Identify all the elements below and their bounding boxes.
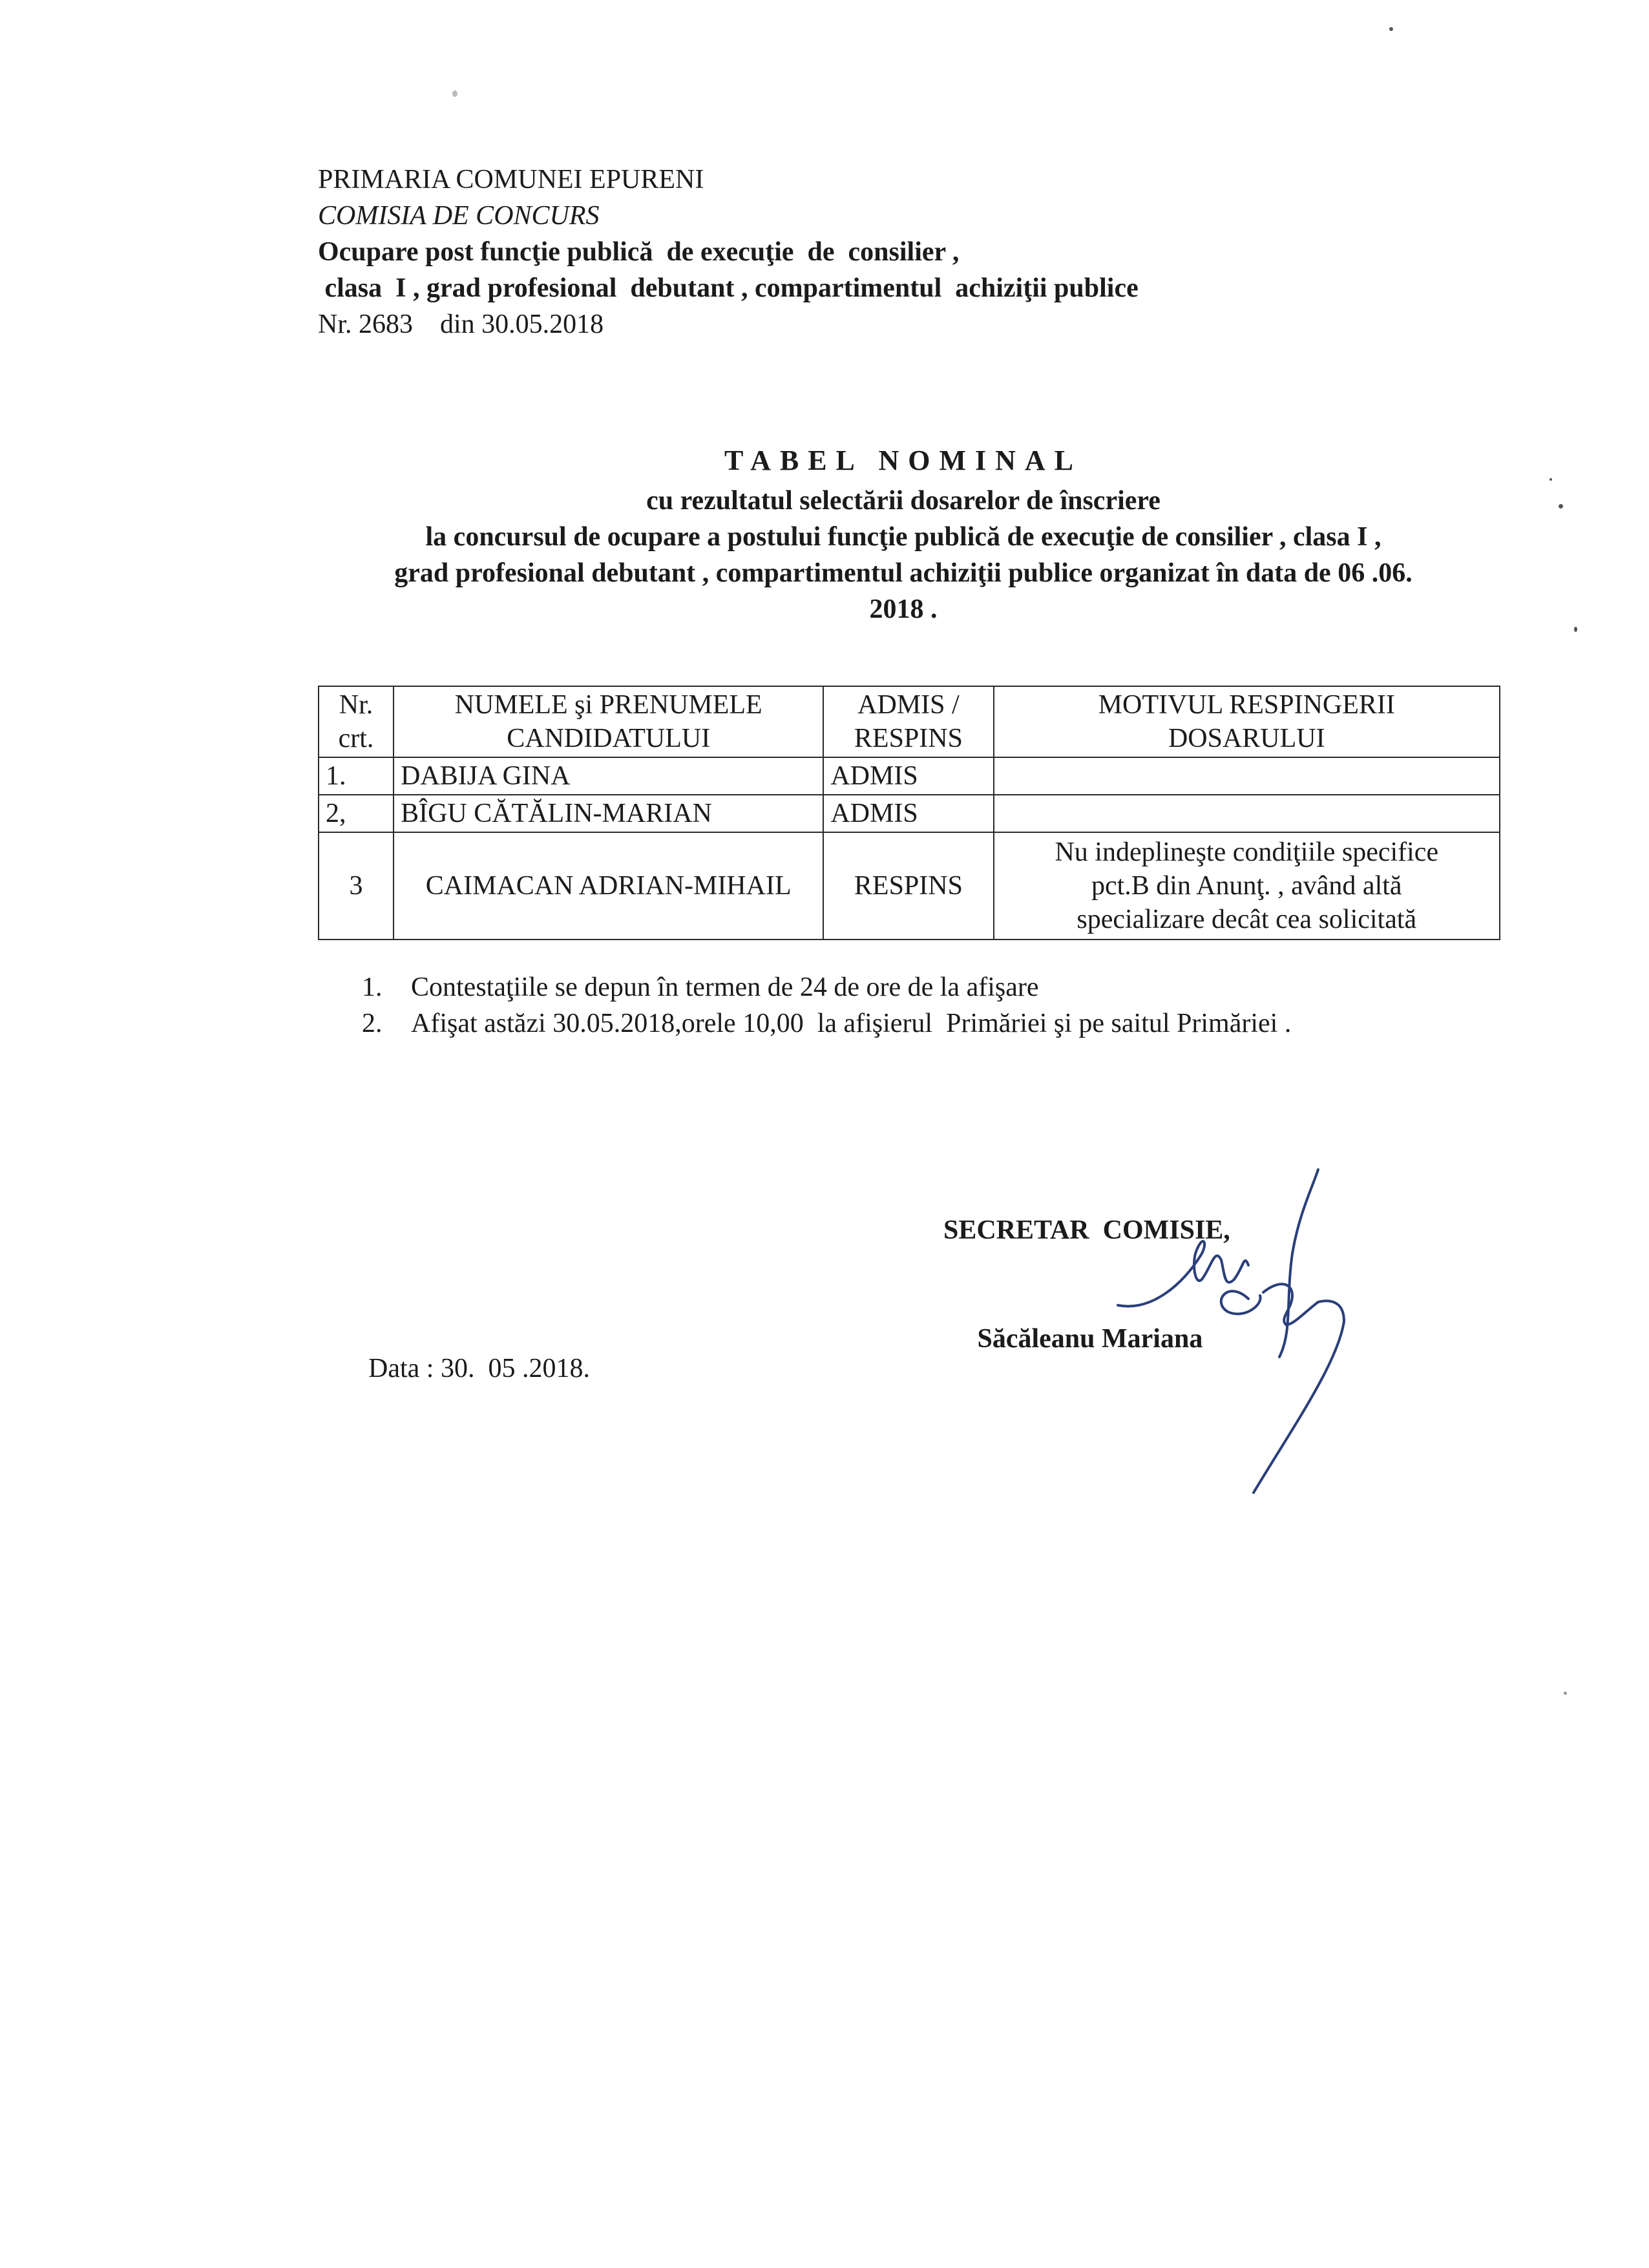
subject-line-2: clasa I , grad profesional debutant , compartimentul achiziţii publice [318, 273, 1139, 303]
row-reason-line-3: specializare decât cea solicitată [1077, 905, 1417, 934]
document-title: TABEL NOMINAL [724, 445, 1083, 476]
header-status [823, 686, 993, 757]
row-reason-line-1: Nu indeplineşte condiţiile specifice [1055, 837, 1439, 867]
signatory-role: SECRETAR COMISIE, [943, 1215, 1230, 1245]
list-item [362, 969, 1291, 1005]
header-nr-line2: crt. [338, 724, 374, 753]
title-line-3: grad profesional debutant , compartimentul achiziţii publice organizat în data de 06 .06. [394, 558, 1413, 588]
subject-line-1: Ocupare post funcţie publică de execuţie de consilier , [318, 237, 960, 267]
signatory-name: Săcăleanu Mariana [943, 1324, 1203, 1354]
header-nr [319, 686, 394, 757]
row-status: ADMIS [823, 757, 993, 795]
header-status-line1: ADMIS / [857, 690, 960, 720]
institution-name: PRIMARIA COMUNEI EPURENI [318, 165, 704, 194]
table-row [319, 795, 1500, 832]
header-name [394, 686, 823, 757]
header-name-line1: NUMELE şi PRENUMELE [454, 690, 762, 720]
scan-speck [1549, 478, 1552, 481]
title-line-2: la concursul de ocupare a postului funcţie publică de execuţie de consilier , clasa I , [425, 522, 1381, 552]
row-nr: 3 [319, 832, 394, 940]
table-row [319, 757, 1500, 795]
candidates-table [318, 686, 1500, 940]
reference-number: Nr. 2683 din 30.05.2018 [318, 310, 604, 339]
document-date: Data : 30. 05 .2018. [368, 1354, 590, 1383]
row-reason [994, 795, 1500, 832]
note-number: 2. [362, 1009, 383, 1038]
scan-speck [1559, 504, 1563, 509]
table-header-row [319, 686, 1500, 757]
document-header [318, 162, 1546, 342]
handwritten-signature [1098, 1150, 1370, 1512]
scan-speck [1389, 27, 1393, 31]
title-line-4: 2018 . [869, 594, 938, 624]
row-nr: 2, [319, 795, 394, 832]
row-name: BÎGU CĂTĂLIN-MARIAN [394, 795, 823, 832]
row-reason [994, 757, 1500, 795]
document-title-block [194, 443, 1613, 627]
header-reason-line2: DOSARULUI [1168, 724, 1325, 753]
header-nr-line1: Nr. [339, 690, 373, 720]
note-number: 1. [362, 972, 383, 1002]
row-reason-line-2: pct.B din Anunţ. , având altă [1091, 871, 1402, 901]
row-status: RESPINS [823, 832, 993, 940]
note-text: Afişat astăzi 30.05.2018,orele 10,00 la afişierul Primăriei şi pe saitul Primăriei . [411, 1009, 1292, 1038]
table-row [319, 832, 1500, 940]
row-nr: 1. [319, 757, 394, 795]
header-name-line2: CANDIDATULUI [507, 724, 711, 753]
row-name: DABIJA GINA [394, 757, 823, 795]
header-reason-line1: MOTIVUL RESPINGERII [1098, 690, 1395, 720]
commission-name: COMISIA DE CONCURS [318, 201, 600, 231]
scan-speck [452, 90, 457, 97]
row-reason [994, 832, 1500, 940]
scan-speck [1574, 627, 1577, 632]
title-line-1: cu rezultatul selectării dosarelor de înscriere [646, 486, 1161, 516]
notes-list [362, 969, 1291, 1042]
header-status-line2: RESPINS [854, 724, 963, 753]
row-name: CAIMACAN ADRIAN-MIHAIL [394, 832, 823, 940]
list-item [362, 1005, 1291, 1042]
note-text: Contestaţiile se depun în termen de 24 de ore de la afişare [411, 972, 1039, 1002]
row-status: ADMIS [823, 795, 993, 832]
scan-speck [1564, 1692, 1567, 1695]
header-reason [994, 686, 1500, 757]
